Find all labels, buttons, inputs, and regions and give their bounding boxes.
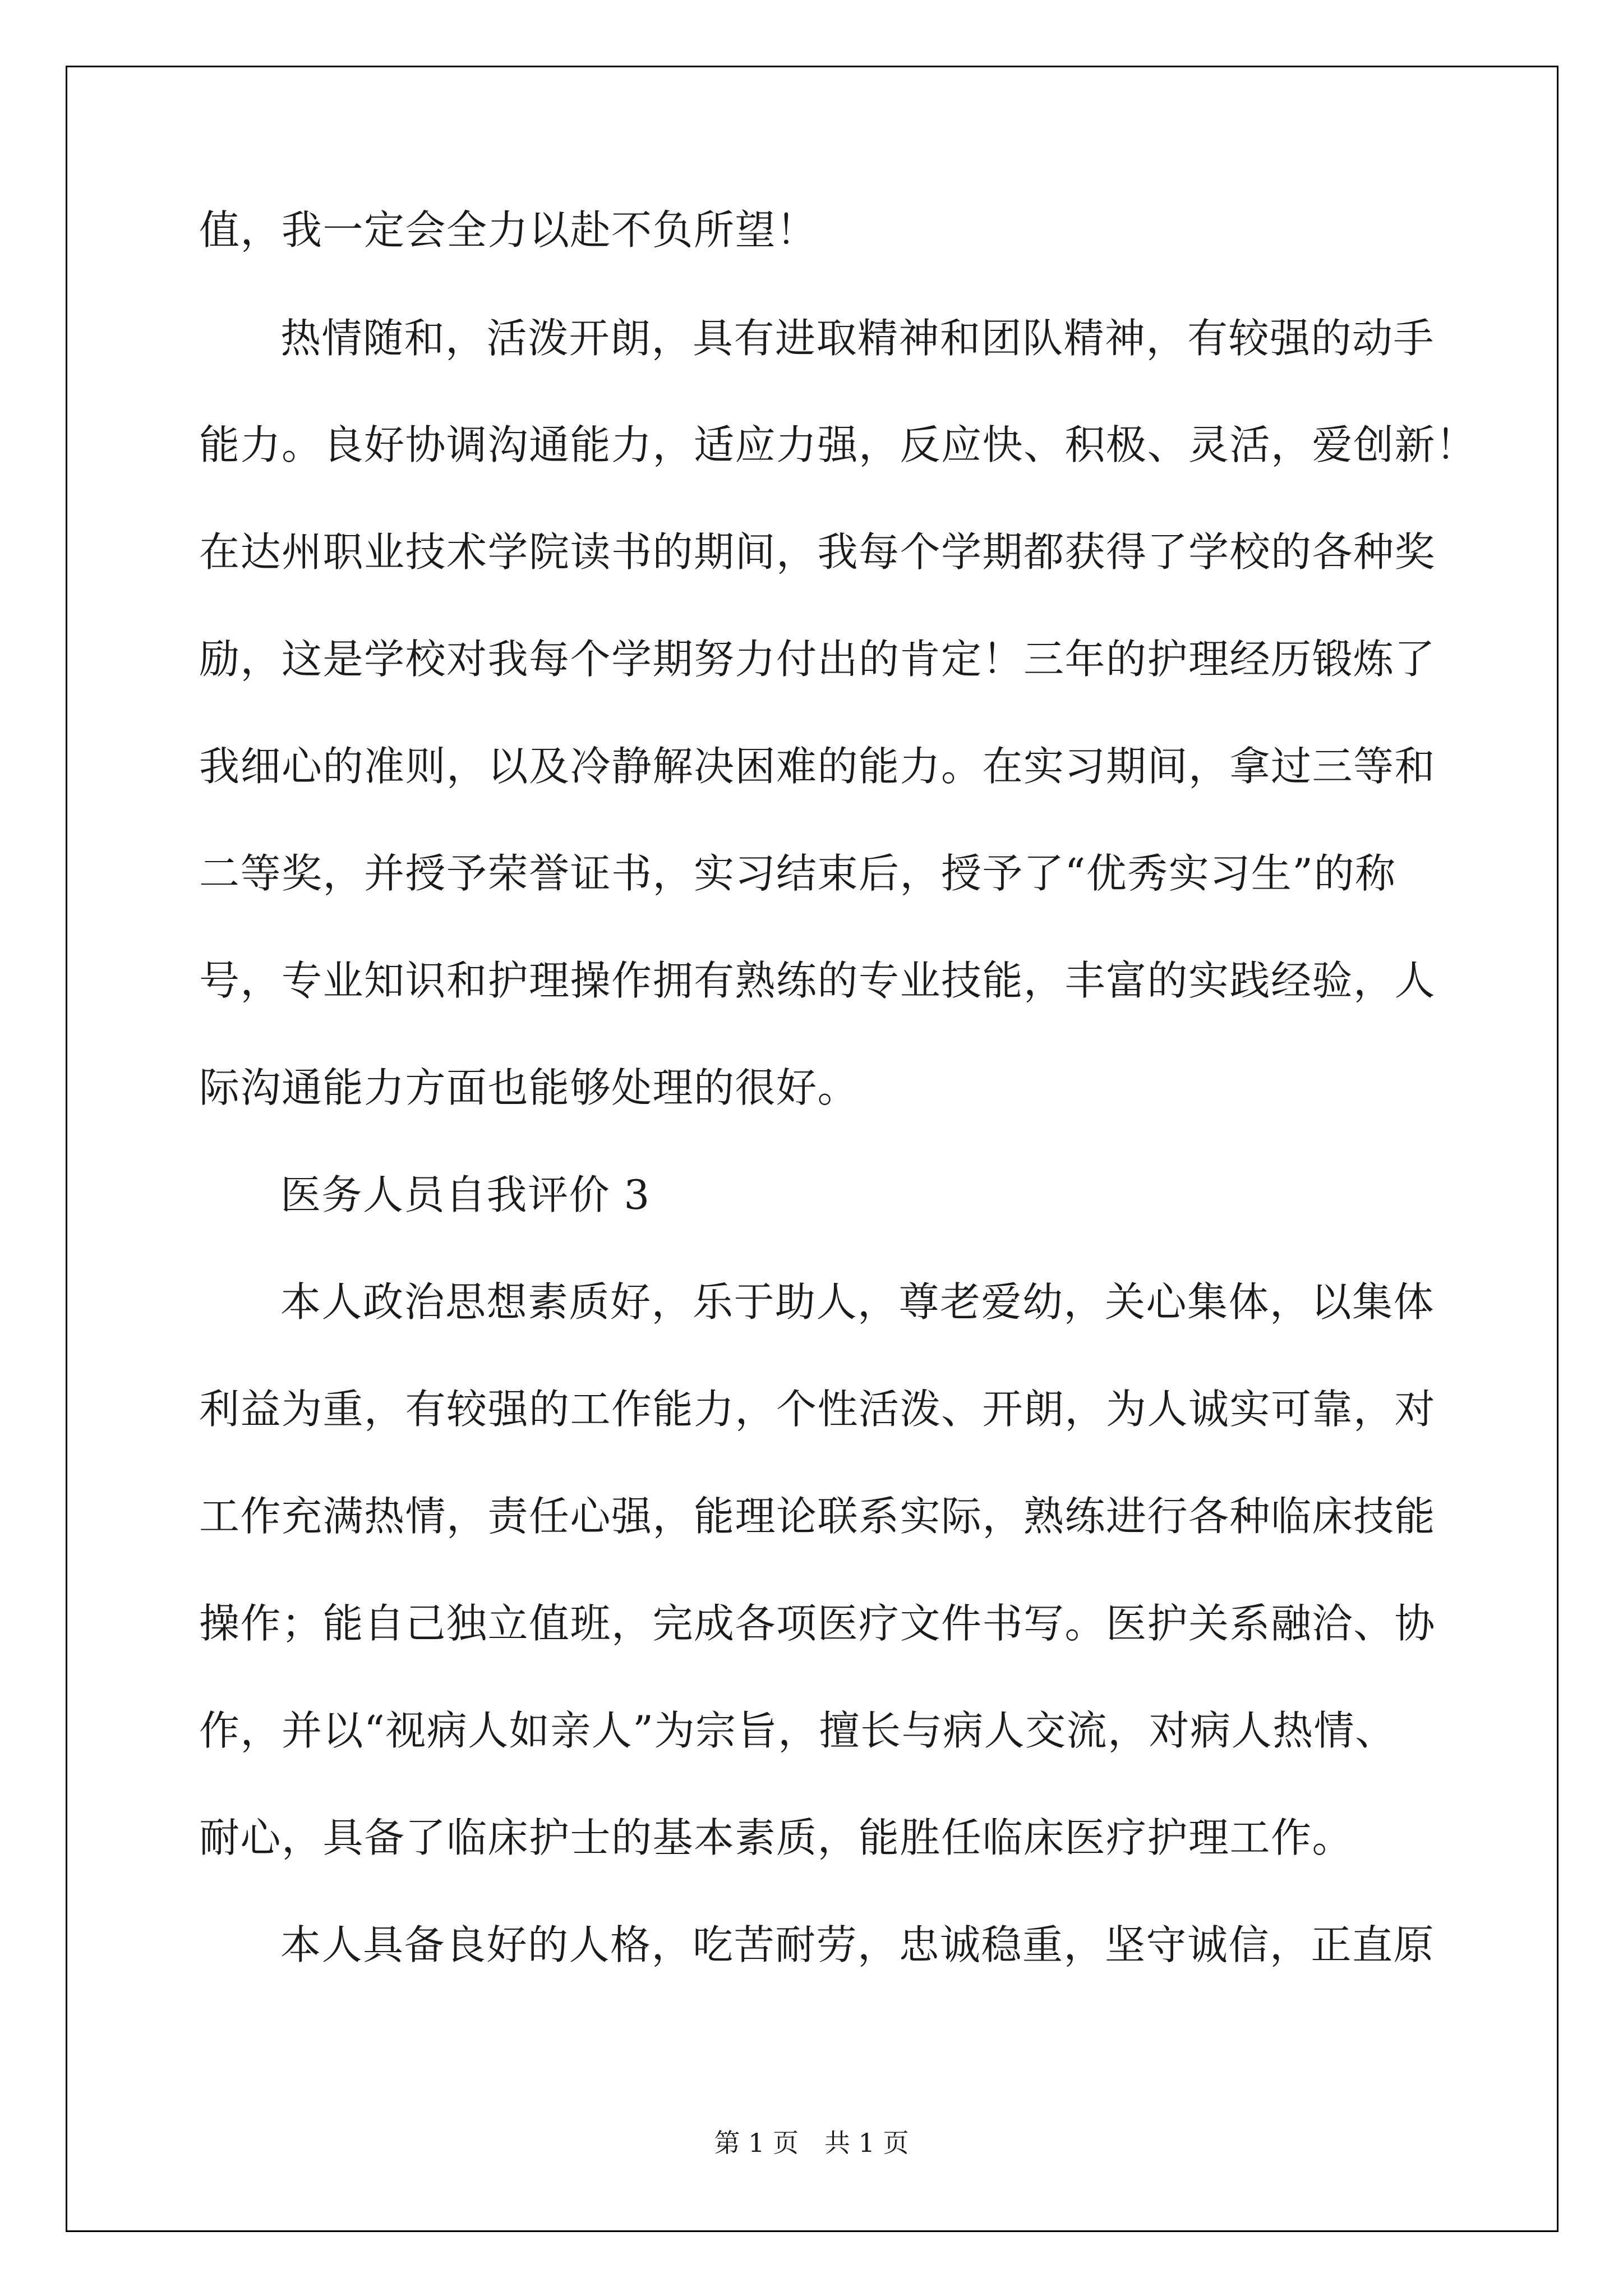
body-line: 利益为重，有较强的工作能力，个性活泼、开朗，为人诚实可靠，对: [199, 1386, 1436, 1433]
body-line: 际沟通能力方面也能够处理的很好。: [199, 1064, 859, 1111]
body-line: 二等奖，并授予荣誉证书，实习结束后，授予了“优秀实习生”的称: [199, 850, 1396, 897]
body-line: 励，这是学校对我每个学期努力付出的肯定！三年的护理经历锻炼了: [199, 636, 1436, 683]
body-line: 耐心，具备了临床护士的基本素质，能胜任临床医疗护理工作。: [199, 1814, 1354, 1861]
body-line: 号，专业知识和护理操作拥有熟练的专业技能，丰富的实践经验，人: [199, 957, 1436, 1004]
page-number-footer: 第 1 页 共 1 页: [714, 2128, 909, 2158]
section-heading: 医务人员自我评价 3: [280, 1171, 651, 1218]
paragraph-line: 热情随和，活泼开朗，具有进取精神和团队精神，有较强的动手: [280, 315, 1435, 362]
body-line: 作，并以“视病人如亲人”为宗旨，擅长与病人交流，对病人热情、: [199, 1707, 1396, 1754]
paragraph-line: 本人具备良好的人格，吃苦耐劳，忠诚稳重，坚守诚信，正直原: [280, 1921, 1435, 1968]
page-border: [66, 66, 1559, 2232]
body-line: 在达州职业技术学院读书的期间，我每个学期都获得了学校的各种奖: [199, 528, 1436, 576]
paragraph-line: 本人政治思想素质好，乐于助人，尊老爱幼，关心集体，以集体: [280, 1278, 1435, 1326]
body-line: 我细心的准则，以及冷静解决困难的能力。在实习期间，拿过三等和: [199, 743, 1436, 790]
body-line: 工作充满热情，责任心强，能理论联系实际，熟练进行各种临床技能: [199, 1493, 1436, 1540]
body-line: 操作；能自己独立值班，完成各项医疗文件书写。医护关系融洽、协: [199, 1600, 1436, 1647]
body-line: 能力。良好协调沟通能力，适应力强，反应快、积极、灵活，爱创新！: [199, 421, 1477, 468]
body-line: 值，我一定会全力以赴不负所望！: [199, 206, 818, 254]
